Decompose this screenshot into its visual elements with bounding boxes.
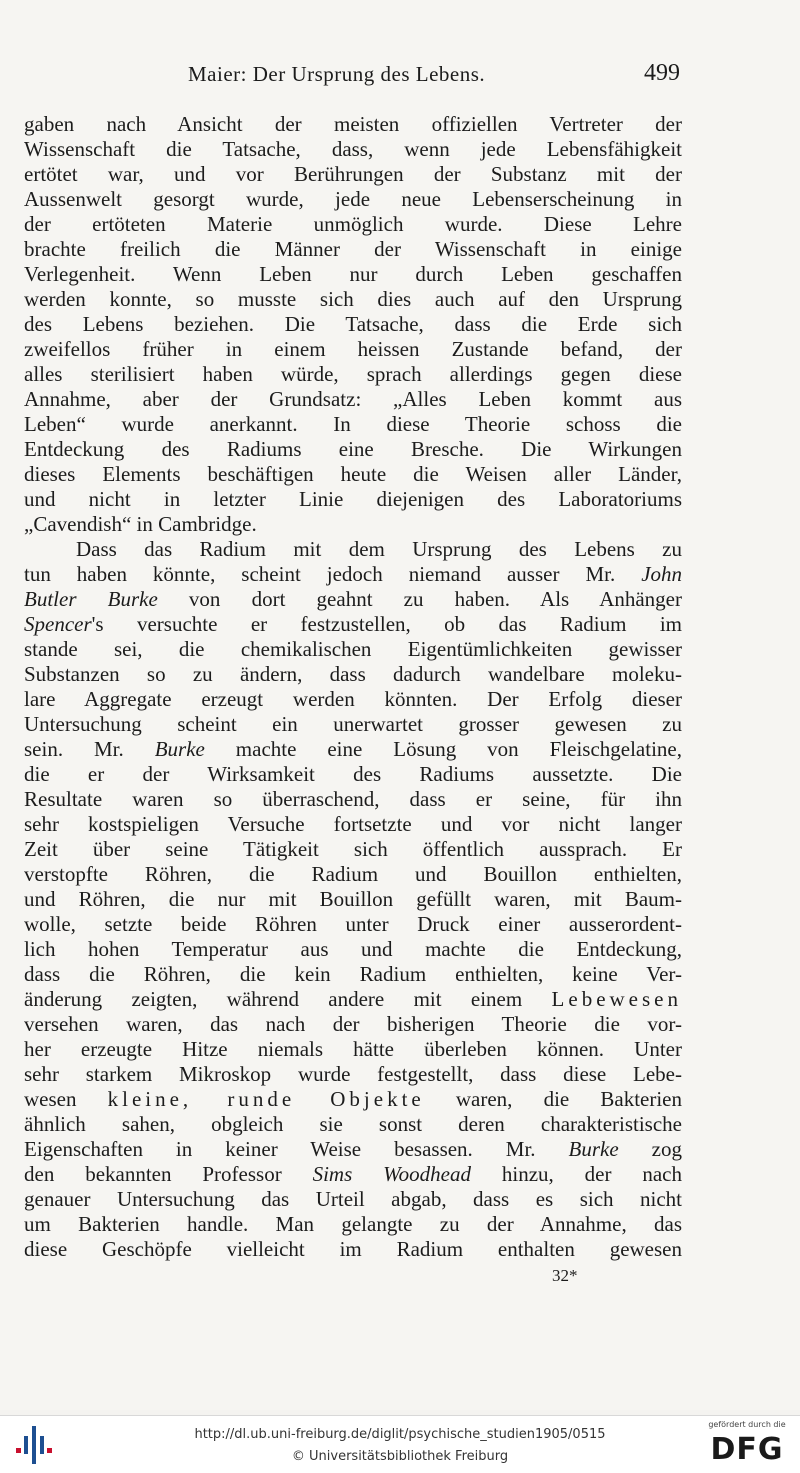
text-span: änderung zeigten, während andere mit einem [24,987,523,1011]
italic-name: Burke [154,737,205,761]
text-span: zog [618,1137,682,1161]
text-line: werden konnte, so musste sich dies auch auf den Ursprung [24,287,682,311]
page-number: 499 [644,60,680,86]
text-line: Untersuchung scheint ein unerwartet grosser gewesen zu [24,712,682,736]
text-line: Substanzen so zu ändern, dass dadurch wandelbare moleku- [24,662,682,686]
text-line: her erzeugte Hitze niemals hätte überleben können. Unter [24,1037,682,1061]
page-header [28,62,680,92]
text-span: 's versuchte er festzustellen, ob das Radium im [91,612,682,636]
copyright-text: © Universitätsbibliothek Freiburg [291,1449,509,1464]
text-line: Resultate waren so überraschend, dass er seine, für ihn [24,787,682,811]
dfg-logo-text: DFG [710,1432,784,1467]
italic-name: Burke [568,1137,619,1161]
italic-name: John [641,562,683,586]
text-line: sehr starkem Mikroskop wurde festgestellt, dass diese Lebe- [24,1062,682,1086]
text-span: machte eine Lösung von Fleischgelatine, [204,737,682,761]
text-line: und Röhren, die nur mit Bouillon gefüllt waren, mit Baum- [24,887,682,911]
text-line: Verlegenheit. Wenn Leben nur durch Leben geschaffen [24,262,682,286]
text-line: dieses Elements beschäftigen heute die Weisen aller Länder, [24,462,682,486]
document-url-link[interactable]: http://dl.ub.uni-freiburg.de/diglit/psychische_studien1905/0515 [194,1427,606,1442]
body-text [24,112,682,1262]
footer-bar [0,1415,800,1473]
text-line: des Lebens beziehen. Die Tatsache, dass die Erde sich [24,312,682,336]
text-line [24,1087,682,1112]
dfg-caption: gefördert durch die [708,1420,786,1429]
text-line: Dass das Radium mit dem Ursprung des Lebens zu [76,537,682,561]
text-line: alles sterilisiert haben würde, sprach allerdings gegen diese [24,362,682,386]
text-line: Annahme, aber der Grundsatz: „Alles Leben kommt aus [24,387,682,411]
text-line [24,737,682,762]
text-line: sehr kostspieligen Versuche fortsetzte und vor nicht langer [24,812,682,836]
text-span: Eigenschaften in keiner Weise besassen. Mr. [24,1137,536,1161]
italic-name: Butler Burke [24,587,158,611]
text-line: der ertöteten Materie unmöglich wurde. Diese Lehre [24,212,682,236]
text-line: Wissenschaft die Tatsache, dass, wenn jede Lebensfähigkeit [24,137,682,161]
italic-name: Sims Woodhead [312,1162,471,1186]
text-line: versehen waren, das nach der bisherigen Theorie die vor- [24,1012,682,1036]
signature-mark: 32* [552,1266,578,1285]
text-span: wesen [24,1087,77,1111]
text-line: stande sei, die chemikalischen Eigentümlichkeiten gewisser [24,637,682,661]
text-line [24,1162,682,1187]
text-line [24,987,682,1012]
text-line [24,562,682,587]
text-span: sein. Mr. [24,737,124,761]
text-span: tun haben könnte, scheint jedoch niemand ausser Mr. [24,562,616,586]
text-line: lich hohen Temperatur aus und machte die Entdeckung, [24,937,682,961]
text-line [24,1137,682,1162]
text-line: verstopfte Röhren, die Radium und Bouillon enthielten, [24,862,682,886]
text-line: ertötet war, und vor Berührungen der Substanz mit der [24,162,682,186]
text-line: gaben nach Ansicht der meisten offiziellen Vertreter der [24,112,682,136]
text-line [24,587,682,612]
text-line: Zeit über seine Tätigkeit sich öffentlich aussprach. Er [24,837,682,861]
text-span: von dort geahnt zu haben. Als Anhänger [157,587,682,611]
text-line: dass die Röhren, die kein Radium enthielten, keine Ver- [24,962,682,986]
dfg-logo [704,1420,790,1470]
text-span: den bekannten Professor [24,1162,282,1186]
text-line: zweifellos früher in einem heissen Zustande befand, der [24,337,682,361]
text-line [24,612,682,637]
italic-name: Spencer [24,612,92,636]
text-line: brachte freilich die Männer der Wissenschaft in einige [24,237,682,261]
text-line: lare Aggregate erzeugt werden könnten. Der Erfolg dieser [24,687,682,711]
text-line: Entdeckung des Radiums eine Bresche. Die Wirkungen [24,437,682,461]
spaced-text: kleine, runde Objekte [107,1087,425,1111]
text-line: „Cavendish“ in Cambridge. [24,512,257,536]
text-line: ähnlich sahen, obgleich sie sonst deren charakteristische [24,1112,682,1136]
text-line: Aussenwelt gesorgt wurde, jede neue Lebenserscheinung in [24,187,682,211]
text-span: waren, die Bakterien [424,1087,682,1111]
text-line: die er der Wirksamkeit des Radiums aussetzte. Die [24,762,682,786]
running-title: Maier: Der Ursprung des Lebens. [188,62,486,86]
text-line: und nicht in letzter Linie diejenigen des Laboratoriums [24,487,682,511]
text-span: hinzu, der nach [471,1162,682,1186]
spaced-text: Lebewesen [551,987,682,1011]
text-line: genauer Untersuchung das Urteil abgab, dass es sich nicht [24,1187,682,1211]
text-line: wolle, setzte beide Röhren unter Druck einer ausserordent- [24,912,682,936]
text-line: diese Geschöpfe vielleicht im Radium enthalten gewesen [24,1237,682,1261]
text-line: um Bakterien handle. Man gelangte zu der Annahme, das [24,1212,682,1236]
text-line: Leben“ wurde anerkannt. In diese Theorie schoss die [24,412,682,436]
